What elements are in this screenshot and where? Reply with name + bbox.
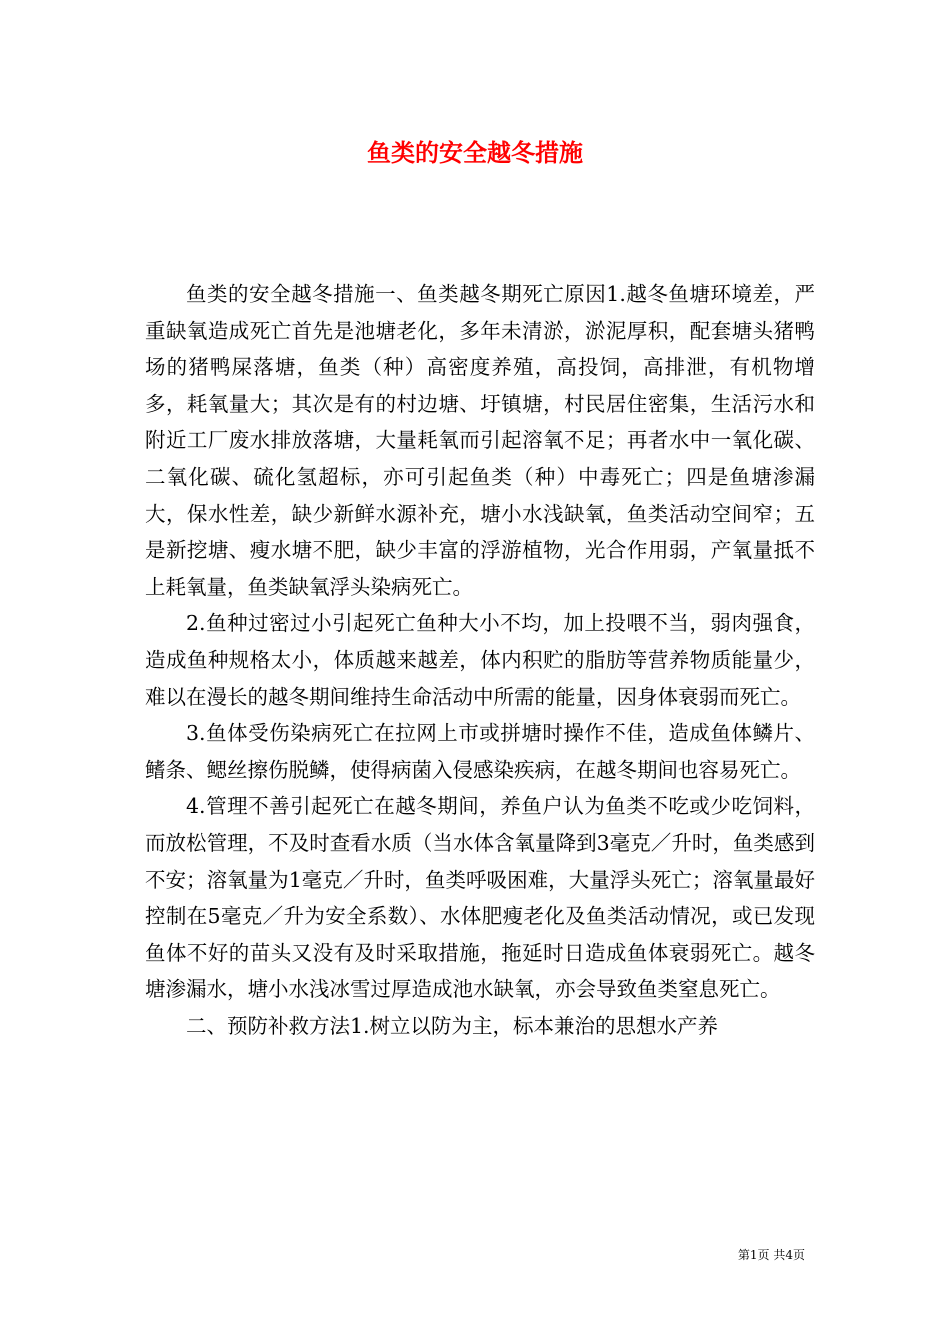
paragraph-prevention-methods: 二、预防补救方法1.树立以防为主，标本兼治的思想水产养 [186, 1013, 719, 1038]
paragraph-fingerling-density: 2.鱼种过密过小引起死亡鱼种大小不均，加上投喂不当，弱肉强食，造成鱼种规格太小，体质越来越差，体内积贮的脂肪等营养物质能量少，难以在漫长的越冬期间维持生命活动中所需的能量，因身体衰弱而死亡。 [145, 611, 815, 709]
paragraph-injury-disease: 3.鱼体受伤染病死亡在拉网上市或拼塘时操作不佳，造成鱼体鳞片、鳍条、鳃丝擦伤脱鳞，使得病菌入侵感染疾病，在越冬期间也容易死亡。 [145, 721, 815, 782]
page-number-footer: 第1页 共4页 [737, 1248, 805, 1262]
paragraph-poor-management: 4.管理不善引起死亡在越冬期间，养鱼户认为鱼类不吃或少吃饲料，而放松管理，不及时查看水质（当水体含氧量降到3毫克／升时，鱼类感到不安；溶氧量为1毫克／升时，鱼类呼吸困难，大量浮头死亡；溶氧量最好控制在5毫克／升为安全系数）、水体肥瘦老化及鱼类活动情况，或已发现鱼体不好的苗头又没有及时采取措施，拖延时日造成鱼体衰弱死亡。越冬塘渗漏水，塘小水浅冰雪过厚造成池水缺氧，亦会导致鱼类窒息死亡。 [145, 794, 815, 1002]
paragraph-causes-intro: 鱼类的安全越冬措施一、鱼类越冬期死亡原因1.越冬鱼塘环境差，严重缺氧造成死亡首先是池塘老化，多年未清淤，淤泥厚积，配套塘头猪鸭场的猪鸭屎落塘，鱼类（种）高密度养殖，高投饲，高排泄，有机物增多，耗氧量大；其次是有的村边塘、圩镇塘，村民居住密集，生活污水和附近工厂废水排放落塘，大量耗氧而引起溶氧不足；再者水中一氧化碳、二氧化碳、硫化氢超标，亦可引起鱼类（种）中毒死亡；四是鱼塘渗漏大，保水性差，缺少新鲜水源补充，塘小水浅缺氧，鱼类活动空间窄；五是新挖塘、瘦水塘不肥，缺少丰富的浮游植物，光合作用弱，产氧量抵不上耗氧量，鱼类缺氧浮头染病死亡。 [145, 282, 815, 599]
document-body [145, 276, 815, 1044]
document-title: 鱼类的安全越冬措施 [367, 138, 583, 167]
